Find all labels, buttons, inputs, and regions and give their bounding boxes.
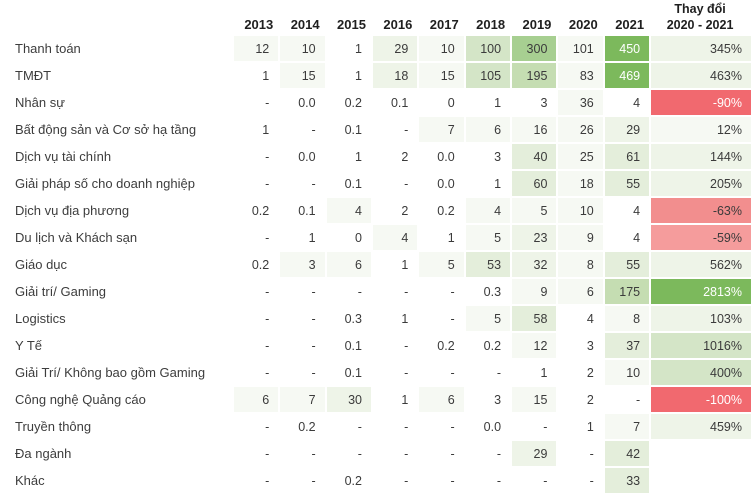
heatmap-cell: 1 (466, 171, 510, 196)
heatmap-cell: - (373, 279, 417, 304)
heatmap-cell: - (234, 441, 278, 466)
heatmap-cell: - (234, 360, 278, 385)
heatmap-cell: - (234, 144, 278, 169)
heatmap-cell: 4 (605, 225, 649, 250)
change-cell: -63% (651, 198, 751, 223)
heatmap-cell: 1 (234, 63, 278, 88)
heatmap-cell: 6 (234, 387, 278, 412)
heatmap-cell: - (280, 117, 324, 142)
heatmap-cell: 1 (373, 387, 417, 412)
table-row (2, 252, 751, 277)
change-cell: 1016% (651, 333, 751, 358)
heatmap-cell: - (466, 441, 510, 466)
column-header-change (651, 2, 751, 34)
column-header-year: 2017 (429, 17, 459, 33)
table-row (2, 441, 751, 466)
heatmap-cell: - (234, 171, 278, 196)
table-row (2, 90, 751, 115)
heatmap-cell: - (327, 279, 371, 304)
change-header-line2: 2020 - 2021 (666, 17, 734, 32)
heatmap-cell: 36 (558, 90, 602, 115)
heatmap-cell: - (373, 333, 417, 358)
change-cell: -100% (651, 387, 751, 412)
change-cell: -59% (651, 225, 751, 250)
heatmap-cell: 0.3 (327, 306, 371, 331)
heatmap-cell: 0.2 (280, 414, 324, 439)
heatmap-cell: 3 (466, 144, 510, 169)
heatmap-cell: 1 (327, 63, 371, 88)
heatmap-cell: 58 (512, 306, 556, 331)
corner-spacer (2, 2, 232, 34)
heatmap-cell: - (280, 306, 324, 331)
heatmap-cell: 0.0 (466, 414, 510, 439)
heatmap-cell: 3 (466, 387, 510, 412)
heatmap-cell: 1 (419, 225, 463, 250)
row-label: Thanh toán (15, 41, 81, 57)
heatmap-cell: 16 (512, 117, 556, 142)
change-cell: 400% (651, 360, 751, 385)
heatmap-cell: 18 (373, 63, 417, 88)
heatmap-cell: 4 (373, 225, 417, 250)
heatmap-cell: 0.2 (419, 333, 463, 358)
row-label: Công nghệ Quảng cáo (15, 392, 146, 408)
heatmap-cell: 5 (466, 225, 510, 250)
heatmap-cell: 8 (558, 252, 602, 277)
heatmap-cell: 1 (558, 414, 602, 439)
heatmap-cell: - (234, 90, 278, 115)
heatmap-cell: 61 (605, 144, 649, 169)
heatmap-cell: 2 (373, 198, 417, 223)
change-header-line1: Thay đổi (674, 2, 726, 16)
table-row (2, 144, 751, 169)
column-header-year: 2019 (522, 17, 552, 33)
heatmap-cell: 2 (558, 387, 602, 412)
heatmap-cell: 3 (512, 90, 556, 115)
heatmap-cell: 32 (512, 252, 556, 277)
heatmap-cell: 5 (512, 198, 556, 223)
heatmap-cell: 6 (558, 279, 602, 304)
heatmap-cell: - (280, 279, 324, 304)
heatmap-cell: - (234, 414, 278, 439)
heatmap-cell: - (280, 468, 324, 493)
heatmap-cell: 0.1 (327, 117, 371, 142)
heatmap-cell: 5 (466, 306, 510, 331)
heatmap-cell: - (234, 306, 278, 331)
heatmap-cell: 4 (605, 198, 649, 223)
heatmap-cell: 300 (512, 36, 556, 61)
heatmap-cell: 29 (373, 36, 417, 61)
row-label: Y Tế (15, 338, 42, 354)
heatmap-cell: 37 (605, 333, 649, 358)
heatmap-cell: 101 (558, 36, 602, 61)
heatmap-cell: - (512, 468, 556, 493)
heatmap-cell: 0.2 (234, 198, 278, 223)
heatmap-cell: 195 (512, 63, 556, 88)
heatmap-cell: 105 (466, 63, 510, 88)
heatmap-cell: - (419, 306, 463, 331)
heatmap-cell: 1 (327, 36, 371, 61)
heatmap-cell: - (373, 441, 417, 466)
change-cell: 463% (651, 63, 751, 88)
change-cell: 12% (651, 117, 751, 142)
heatmap-cell: - (373, 414, 417, 439)
change-cell: 103% (651, 306, 751, 331)
heatmap-cell: 7 (605, 414, 649, 439)
row-label: Truyền thông (15, 419, 92, 435)
heatmap-cell: 175 (605, 279, 649, 304)
table-row (2, 171, 751, 196)
heatmap-cell: 0.2 (327, 90, 371, 115)
heatmap-cell: 8 (605, 306, 649, 331)
heatmap-cell: - (234, 468, 278, 493)
heatmap-cell: - (419, 279, 463, 304)
heatmap-cell: 9 (558, 225, 602, 250)
heatmap-cell: - (373, 468, 417, 493)
row-label: Giải trí/ Gaming (15, 284, 107, 300)
row-label: Giải Trí/ Không bao gồm Gaming (15, 365, 206, 381)
heatmap-cell: 2 (558, 360, 602, 385)
heatmap-cell: 4 (327, 198, 371, 223)
change-cell: 459% (651, 414, 751, 439)
heatmap-cell: 23 (512, 225, 556, 250)
table-row (2, 306, 751, 331)
heatmap-cell: 0.0 (280, 144, 324, 169)
column-header-year: 2020 (568, 17, 598, 33)
column-header-year: 2015 (337, 17, 366, 33)
table-row (2, 333, 751, 358)
heatmap-cell: 60 (512, 171, 556, 196)
change-cell: -90% (651, 90, 751, 115)
heatmap-cell: 12 (512, 333, 556, 358)
heatmap-cell: 6 (419, 387, 463, 412)
heatmap-cell: - (419, 441, 463, 466)
row-label: Đa ngành (15, 446, 72, 462)
heatmap-cell: - (605, 387, 649, 412)
column-header-year: 2013 (244, 17, 274, 33)
heatmap-cell: 55 (605, 252, 649, 277)
heatmap-cell: 7 (419, 117, 463, 142)
change-cell (651, 468, 751, 493)
heatmap-cell: 450 (605, 36, 649, 61)
heatmap-cell: 30 (327, 387, 371, 412)
heatmap-cell: 2 (373, 144, 417, 169)
table-row (2, 279, 751, 304)
heatmap-cell: 6 (327, 252, 371, 277)
row-label: Bất động sản và Cơ sở hạ tầng (15, 122, 197, 138)
heatmap-cell: 0.1 (327, 333, 371, 358)
heatmap-cell: - (234, 333, 278, 358)
heatmap-cell: 25 (558, 144, 602, 169)
heatmap-cell: 1 (512, 360, 556, 385)
heatmap-cell: 7 (280, 387, 324, 412)
heatmap-cell: 12 (234, 36, 278, 61)
heatmap-cell: 29 (605, 117, 649, 142)
heatmap-cell: 3 (558, 333, 602, 358)
heatmap-cell: - (327, 414, 371, 439)
heatmap-cell: 4 (466, 198, 510, 223)
heatmap-cell: 0.2 (234, 252, 278, 277)
column-header-year: 2016 (383, 17, 413, 33)
heatmap-cell: 0.1 (280, 198, 324, 223)
row-label: Nhân sự (15, 95, 65, 111)
column-header-year: 2014 (290, 17, 320, 33)
heatmap-cell: 1 (280, 225, 324, 250)
heatmap-cell: - (466, 360, 510, 385)
heatmap-cell: 18 (558, 171, 602, 196)
change-cell: 205% (651, 171, 751, 196)
heatmap-cell: - (280, 171, 324, 196)
heatmap-cell: - (419, 414, 463, 439)
heatmap-cell: 0.0 (280, 90, 324, 115)
heatmap-cell: 9 (512, 279, 556, 304)
heatmap-cell: 0.1 (327, 360, 371, 385)
heatmap-cell: - (419, 360, 463, 385)
heatmap-cell: 3 (280, 252, 324, 277)
heatmap-cell: 1 (373, 306, 417, 331)
column-header-year: 2018 (476, 17, 506, 33)
heatmap-cell: - (234, 225, 278, 250)
heatmap-cell: 4 (558, 306, 602, 331)
table-row (2, 414, 751, 439)
change-cell: 345% (651, 36, 751, 61)
table-row (2, 225, 751, 250)
change-cell (651, 441, 751, 466)
table-row (2, 468, 751, 493)
heatmap-cell: - (234, 279, 278, 304)
row-label: Du lịch và Khách sạn (15, 230, 138, 246)
change-cell: 2813% (651, 279, 751, 304)
heatmap-cell: - (466, 468, 510, 493)
heatmap-cell: 1 (373, 252, 417, 277)
heatmap-cell: - (280, 333, 324, 358)
heatmap-cell: 0.3 (466, 279, 510, 304)
heatmap-cell: 10 (605, 360, 649, 385)
heatmap-cell: 15 (280, 63, 324, 88)
row-label: Giải pháp số cho doanh nghiệp (15, 176, 195, 192)
row-label: Dịch vụ địa phương (15, 203, 130, 219)
heatmap-cell: 55 (605, 171, 649, 196)
heatmap-cell: 10 (419, 36, 463, 61)
heatmap-cell: 83 (558, 63, 602, 88)
heatmap-cell: 0.1 (373, 90, 417, 115)
change-cell: 562% (651, 252, 751, 277)
heatmap-cell: 10 (280, 36, 324, 61)
heatmap-cell: 53 (466, 252, 510, 277)
heatmap-cell: 1 (327, 144, 371, 169)
heatmap-cell: 0.1 (327, 171, 371, 196)
heatmap-cell: 1 (234, 117, 278, 142)
heatmap-cell: - (327, 441, 371, 466)
table-row (2, 198, 751, 223)
heatmap-cell: - (280, 441, 324, 466)
row-label: Giáo dục (15, 257, 68, 273)
row-label: TMĐT (15, 68, 52, 84)
row-label: Dịch vụ tài chính (15, 149, 112, 165)
column-header-year: 2021 (615, 17, 645, 33)
header-row (2, 2, 751, 34)
heatmap-cell: - (373, 360, 417, 385)
heatmap-cell: 0.2 (327, 468, 371, 493)
table-row (2, 63, 751, 88)
heatmap-cell: 1 (466, 90, 510, 115)
heatmap-cell: 469 (605, 63, 649, 88)
table-row (2, 117, 751, 142)
table-row (2, 36, 751, 61)
heatmap-cell: - (558, 468, 602, 493)
row-label: Logistics (15, 311, 66, 327)
heatmap-cell: 0.2 (419, 198, 463, 223)
heatmap-cell: - (558, 441, 602, 466)
heatmap-cell: - (373, 171, 417, 196)
change-cell: 144% (651, 144, 751, 169)
heatmap-cell: 15 (419, 63, 463, 88)
heatmap-cell: 100 (466, 36, 510, 61)
heatmap-cell: 5 (419, 252, 463, 277)
heatmap-cell: 26 (558, 117, 602, 142)
heatmap-cell: 4 (605, 90, 649, 115)
table-row (2, 360, 751, 385)
heatmap-cell: - (512, 414, 556, 439)
heatmap-cell: 0.0 (419, 171, 463, 196)
heatmap-cell: 0.0 (419, 144, 463, 169)
table-row (2, 387, 751, 412)
heatmap-cell: 33 (605, 468, 649, 493)
heatmap-cell: 15 (512, 387, 556, 412)
heatmap-cell: - (373, 117, 417, 142)
row-label: Khác (15, 473, 45, 489)
heatmap-cell: 6 (466, 117, 510, 142)
heatmap-cell: - (280, 360, 324, 385)
heatmap-cell: 10 (558, 198, 602, 223)
heatmap-cell: 29 (512, 441, 556, 466)
heatmap-cell: 0 (327, 225, 371, 250)
heatmap-cell: 40 (512, 144, 556, 169)
heatmap-cell: 0.2 (466, 333, 510, 358)
heatmap-cell: - (419, 468, 463, 493)
heatmap-cell: 0 (419, 90, 463, 115)
heatmap-cell: 42 (605, 441, 649, 466)
